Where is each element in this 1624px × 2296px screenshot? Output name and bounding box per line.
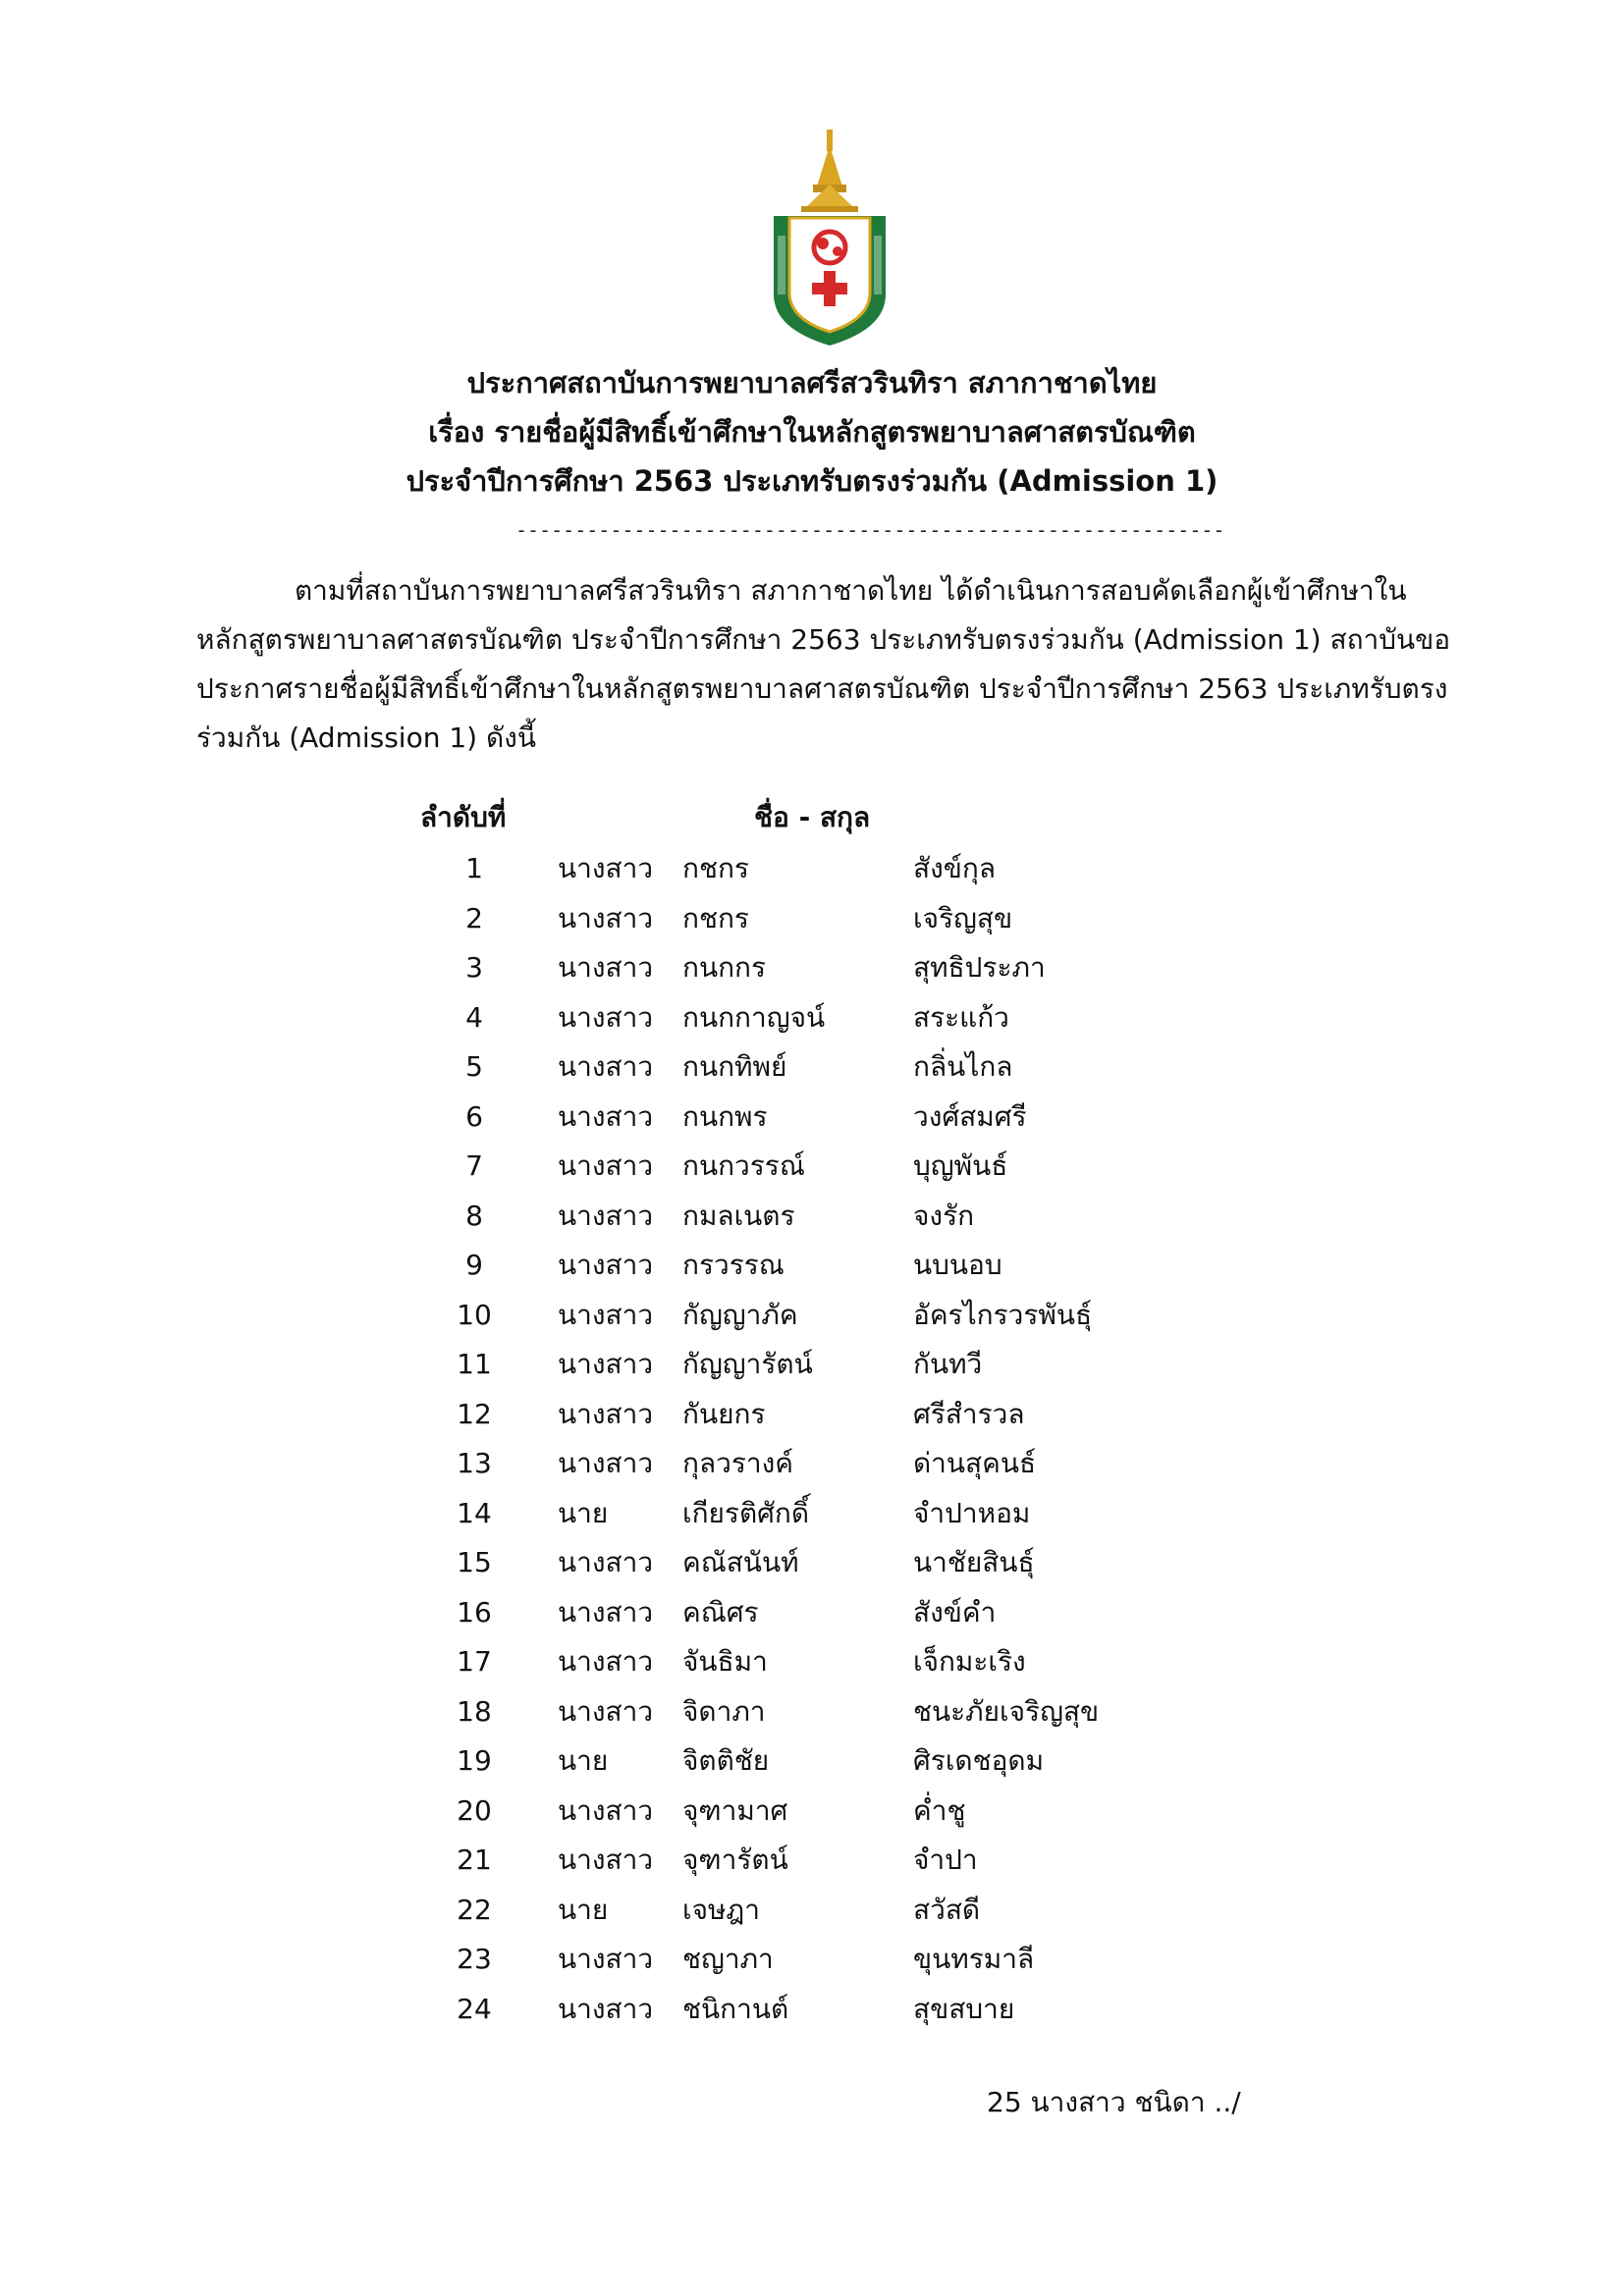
row-number: 24 [457, 1992, 492, 2025]
column-header-name: ชื่อ - สกุล [754, 801, 871, 833]
row-number: 22 [457, 1893, 492, 1926]
row-last-name: สังข์กุล [913, 852, 997, 884]
intro-paragraph-line: ร่วมกัน (Admission 1) ดังนี้ [196, 721, 536, 754]
table-row [0, 894, 1624, 944]
row-title: นางสาว [558, 1595, 654, 1629]
row-last-name: นบนอบ [913, 1249, 1002, 1281]
row-title: นางสาว [558, 1298, 654, 1331]
row-number: 2 [465, 901, 483, 934]
row-last-name: จำปาหอม [913, 1496, 1031, 1529]
row-last-name: นาชัยสินธุ์ [913, 1546, 1035, 1578]
row-number: 15 [457, 1546, 492, 1578]
table-row [0, 1985, 1624, 2035]
row-last-name: สุทธิประภา [913, 951, 1046, 984]
table-row [0, 1935, 1624, 1985]
row-number: 7 [465, 1149, 483, 1182]
table-row [0, 1340, 1624, 1390]
row-first-name: กชกร [682, 852, 749, 884]
row-first-name: เกียรติศักดิ์ [682, 1496, 810, 1529]
row-title: นางสาว [558, 1050, 654, 1083]
row-number: 11 [457, 1348, 492, 1380]
row-first-name: จุฑามาศ [682, 1793, 788, 1827]
table-row [0, 1736, 1624, 1787]
table-row [0, 1042, 1624, 1093]
row-last-name: วงศ์สมศรี [913, 1099, 1027, 1133]
row-title: นาย [558, 1496, 609, 1529]
row-last-name: จงรัก [913, 1199, 975, 1232]
row-last-name: ด่านสุคนธ์ [913, 1447, 1037, 1479]
row-number: 6 [465, 1099, 483, 1133]
row-first-name: คณิศร [682, 1595, 759, 1629]
table-row [0, 1489, 1624, 1539]
row-number: 17 [457, 1645, 492, 1678]
row-last-name: เจริญสุข [913, 901, 1013, 934]
row-number: 3 [465, 951, 483, 984]
row-last-name: อัครไกรวรพันธุ์ [913, 1298, 1093, 1331]
table-row [0, 1787, 1624, 1837]
row-title: นางสาว [558, 1943, 654, 1975]
table-row [0, 1439, 1624, 1489]
row-first-name: ชนิกานต์ [682, 1992, 789, 2025]
intro-paragraph-line: ประกาศรายชื่อผู้มีสิทธิ์เข้าศึกษาในหลักสูตรพยาบาลศาสตรบัณฑิต ประจำปีการศึกษา 2563 ประเภทรับตรง [196, 672, 1448, 705]
row-last-name: ชนะภัยเจริญสุข [913, 1694, 1100, 1728]
row-title: นางสาว [558, 1546, 654, 1578]
row-number: 10 [457, 1298, 492, 1331]
row-first-name: กรวรรณ [682, 1249, 785, 1281]
table-row [0, 1538, 1624, 1588]
row-number: 4 [465, 1000, 483, 1034]
row-title: นางสาว [558, 1149, 654, 1182]
row-title: นางสาว [558, 1992, 654, 2025]
row-last-name: เจ็กมะเริง [913, 1645, 1026, 1678]
row-number: 5 [465, 1050, 483, 1083]
row-first-name: กมลเนตร [682, 1199, 795, 1232]
row-number: 14 [457, 1496, 492, 1529]
row-first-name: กนกกร [682, 951, 767, 984]
row-number: 8 [465, 1199, 483, 1232]
row-number: 13 [457, 1447, 492, 1479]
row-last-name: กันทวี [913, 1348, 983, 1380]
row-first-name: กนกวรรณ์ [682, 1149, 805, 1182]
row-first-name: กชกร [682, 901, 749, 934]
row-first-name: จุฑารัตน์ [682, 1843, 788, 1876]
table-row [0, 844, 1624, 894]
announcement-subject: เรื่อง รายชื่อผู้มีสิทธิ์เข้าศึกษาในหลักสูตรพยาบาลศาสตรบัณฑิต [428, 415, 1196, 449]
row-title: นางสาว [558, 1000, 654, 1034]
table-row [0, 1390, 1624, 1440]
row-title: นางสาว [558, 1645, 654, 1678]
row-title: นางสาว [558, 1397, 654, 1430]
row-number: 12 [457, 1397, 492, 1430]
row-title: นางสาว [558, 1348, 654, 1380]
announcement-academic-year: ประจำปีการศึกษา 2563 ประเภทรับตรงร่วมกัน (Admission 1) [406, 464, 1218, 498]
row-last-name: ศรีสำรวล [913, 1397, 1025, 1430]
row-title: นาย [558, 1744, 609, 1777]
row-number: 21 [457, 1843, 492, 1876]
table-row [0, 993, 1624, 1043]
row-title: นางสาว [558, 1447, 654, 1479]
row-first-name: เจษฎา [682, 1893, 760, 1926]
row-first-name: จิตติชัย [682, 1744, 770, 1777]
row-number: 9 [465, 1249, 483, 1281]
continued-on-next-page-note: 25 นางสาว ชนิดา ../ [987, 2086, 1241, 2118]
row-last-name: ค่ำชู [913, 1793, 966, 1827]
row-number: 16 [457, 1595, 492, 1629]
row-last-name: สวัสดี [913, 1893, 981, 1926]
row-last-name: บุญพันธ์ [913, 1149, 1008, 1182]
row-last-name: กลิ่นไกล [913, 1050, 1013, 1083]
row-first-name: จิดาภา [682, 1694, 766, 1728]
row-first-name: คณัสนันท์ [682, 1546, 799, 1578]
intro-paragraph-line: หลักสูตรพยาบาลศาสตรบัณฑิต ประจำปีการศึกษา 2563 ประเภทรับตรงร่วมกัน (Admission 1) สถาบันขอ [196, 623, 1451, 656]
table-row [0, 1886, 1624, 1936]
table-row [0, 1241, 1624, 1291]
row-last-name: สังข์คำ [913, 1595, 997, 1629]
row-title: นางสาว [558, 1843, 654, 1876]
column-header-order: ลำดับที่ [420, 801, 507, 833]
row-first-name: กนกพร [682, 1099, 768, 1133]
row-number: 18 [457, 1694, 492, 1728]
row-first-name: กันยกร [682, 1397, 766, 1430]
table-row [0, 1637, 1624, 1687]
row-last-name: ศิรเดชอุดม [913, 1744, 1045, 1777]
row-title: นางสาว [558, 1694, 654, 1728]
row-first-name: กนกกาญจน์ [682, 1000, 826, 1034]
table-row [0, 1836, 1624, 1886]
row-last-name: สระแก้ว [913, 1000, 1009, 1034]
row-first-name: ชญาภา [682, 1943, 774, 1975]
row-number: 1 [465, 852, 483, 884]
row-title: นางสาว [558, 951, 654, 984]
row-first-name: กุลวรางค์ [682, 1447, 793, 1479]
row-last-name: ขุนทรมาลี [913, 1943, 1035, 1975]
row-title: นางสาว [558, 1249, 654, 1281]
table-row [0, 1291, 1624, 1341]
row-first-name: จันธิมา [682, 1645, 768, 1678]
row-title: นางสาว [558, 1199, 654, 1232]
row-first-name: กนกทิพย์ [682, 1050, 787, 1083]
row-first-name: กัญญาภัค [682, 1298, 798, 1331]
admitted-students-list [0, 844, 1624, 2034]
table-row [0, 1192, 1624, 1242]
row-first-name: กัญญารัตน์ [682, 1348, 813, 1380]
row-title: นาย [558, 1893, 609, 1926]
table-row [0, 943, 1624, 993]
table-row [0, 1588, 1624, 1638]
table-row [0, 1093, 1624, 1143]
row-last-name: จำปา [913, 1843, 978, 1876]
row-title: นางสาว [558, 852, 654, 884]
row-last-name: สุขสบาย [913, 1992, 1015, 2025]
row-title: นางสาว [558, 1793, 654, 1827]
table-row [0, 1687, 1624, 1737]
institution-logo-icon [766, 128, 893, 348]
row-title: นางสาว [558, 901, 654, 934]
table-row [0, 1142, 1624, 1192]
announcement-title: ประกาศสถาบันการพยาบาลศรีสวรินทิรา สภากาชาดไทย [466, 366, 1158, 400]
dashed-divider: ------------------------------------------------------------ [515, 518, 1225, 542]
row-number: 20 [457, 1793, 492, 1827]
row-number: 19 [457, 1744, 492, 1777]
row-number: 23 [457, 1943, 492, 1975]
intro-paragraph-line: ตามที่สถาบันการพยาบาลศรีสวรินทิรา สภากาชาดไทย ได้ดำเนินการสอบคัดเลือกผู้เข้าศึกษาใน [295, 574, 1407, 607]
row-title: นางสาว [558, 1099, 654, 1133]
